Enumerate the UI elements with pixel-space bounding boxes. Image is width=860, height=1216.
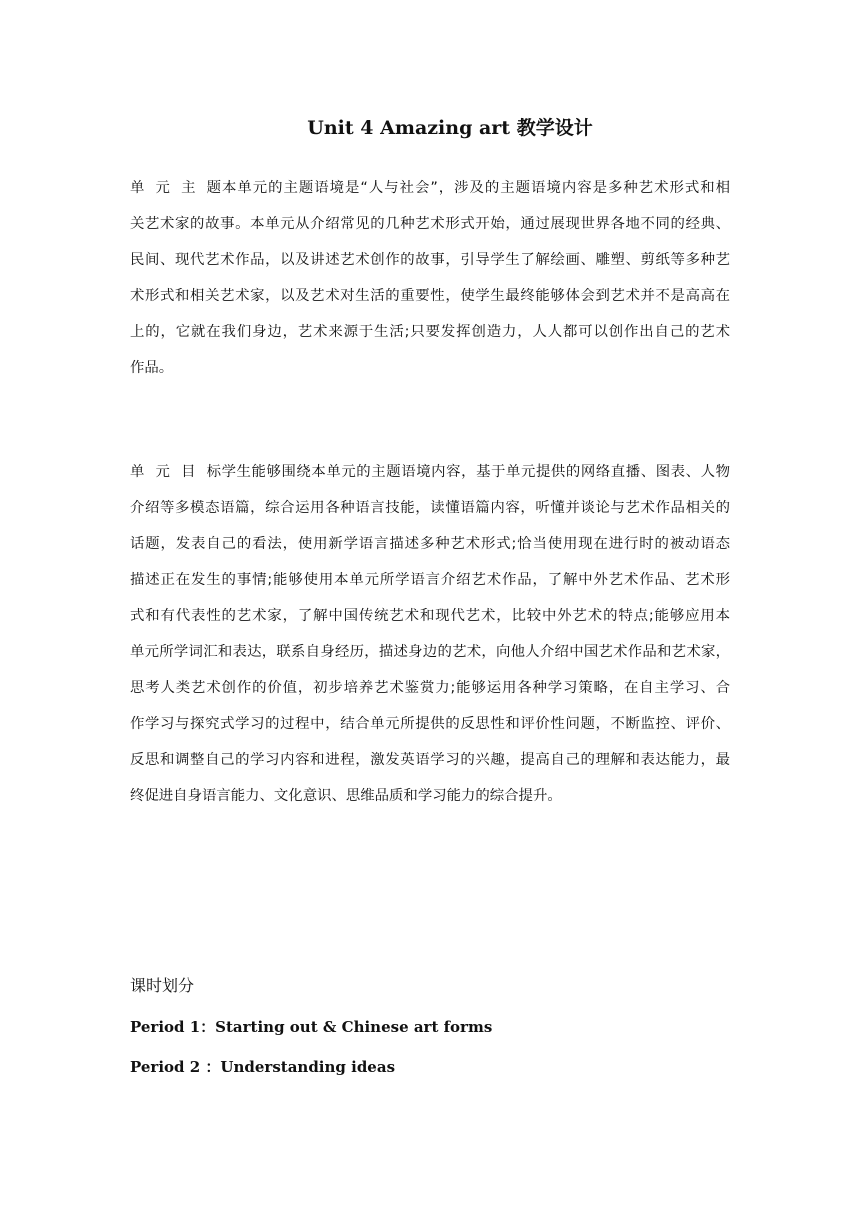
- period-1-line: Period 1：Starting out & Chinese art forms: [130, 1018, 493, 1036]
- paragraph-line: 思考人类艺术创作的价值，初步培养艺术鉴赏力;能够运用各种学习策略，在自主学习、合: [130, 680, 730, 696]
- period-2-line: Period 2 ：Understanding ideas: [130, 1058, 396, 1076]
- paragraph-line: 单元所学词汇和表达，联系自身经历，描述身边的艺术，向他人介绍中国艺术作品和艺术家，: [130, 644, 730, 660]
- paragraph-line: 作品。: [130, 360, 174, 376]
- paragraph-line: 关艺术家的故事。本单元从介绍常见的几种艺术形式开始，通过展现世界各地不同的经典、: [130, 216, 730, 232]
- paragraph-line: 式和有代表性的艺术家，了解中国传统艺术和现代艺术，比较中外艺术的特点;能够应用本: [130, 608, 730, 624]
- paragraph-line: 单元目标学生能够围绕本单元的主题语境内容，基于单元提供的网络直播、图表、人物: [130, 454, 730, 490]
- unit-goals-label: 单元目标: [130, 464, 221, 480]
- paragraph-line: 单元主题本单元的主题语境是“人与社会”，涉及的主题语境内容是多种艺术形式和相: [130, 170, 730, 206]
- paragraph-line: 描述正在发生的事情;能够使用本单元所学语言介绍艺术作品，了解中外艺术作品、艺术形: [130, 572, 730, 588]
- paragraph-line: 术形式和相关艺术家，以及艺术对生活的重要性，使学生最终能够体会到艺术并不是高高在: [130, 288, 730, 304]
- paragraph-line: 上的，它就在我们身边，艺术来源于生活;只要发挥创造力，人人都可以创作出自己的艺术: [130, 324, 730, 340]
- paragraph-line: 终促进自身语言能力、文化意识、思维品质和学习能力的综合提升。: [130, 788, 562, 804]
- paragraph-line: 反思和调整自己的学习内容和进程，激发英语学习的兴趣，提高自己的理解和表达能力，最: [130, 752, 730, 768]
- paragraph-line: 作学习与探究式学习的过程中，结合单元所提供的反思性和评价性问题，不断监控、评价、: [130, 716, 730, 732]
- unit-goals-section: [130, 454, 730, 814]
- paragraph-line: 介绍等多模态语篇，综合运用各种语言技能，读懂语篇内容，听懂并谈论与艺术作品相关的: [130, 500, 730, 516]
- unit-theme-section: [130, 170, 730, 386]
- document-title: Unit 4 Amazing art 教学设计: [307, 117, 593, 139]
- unit-theme-label: 单元主题: [130, 180, 221, 196]
- schedule-heading: 课时划分: [130, 976, 195, 995]
- paragraph-line: 话题，发表自己的看法，使用新学语言描述多种艺术形式;恰当使用现在进行时的被动语态: [130, 536, 730, 552]
- paragraph-line: 民间、现代艺术作品，以及讲述艺术创作的故事，引导学生了解绘画、雕塑、剪纸等多种艺: [130, 252, 730, 268]
